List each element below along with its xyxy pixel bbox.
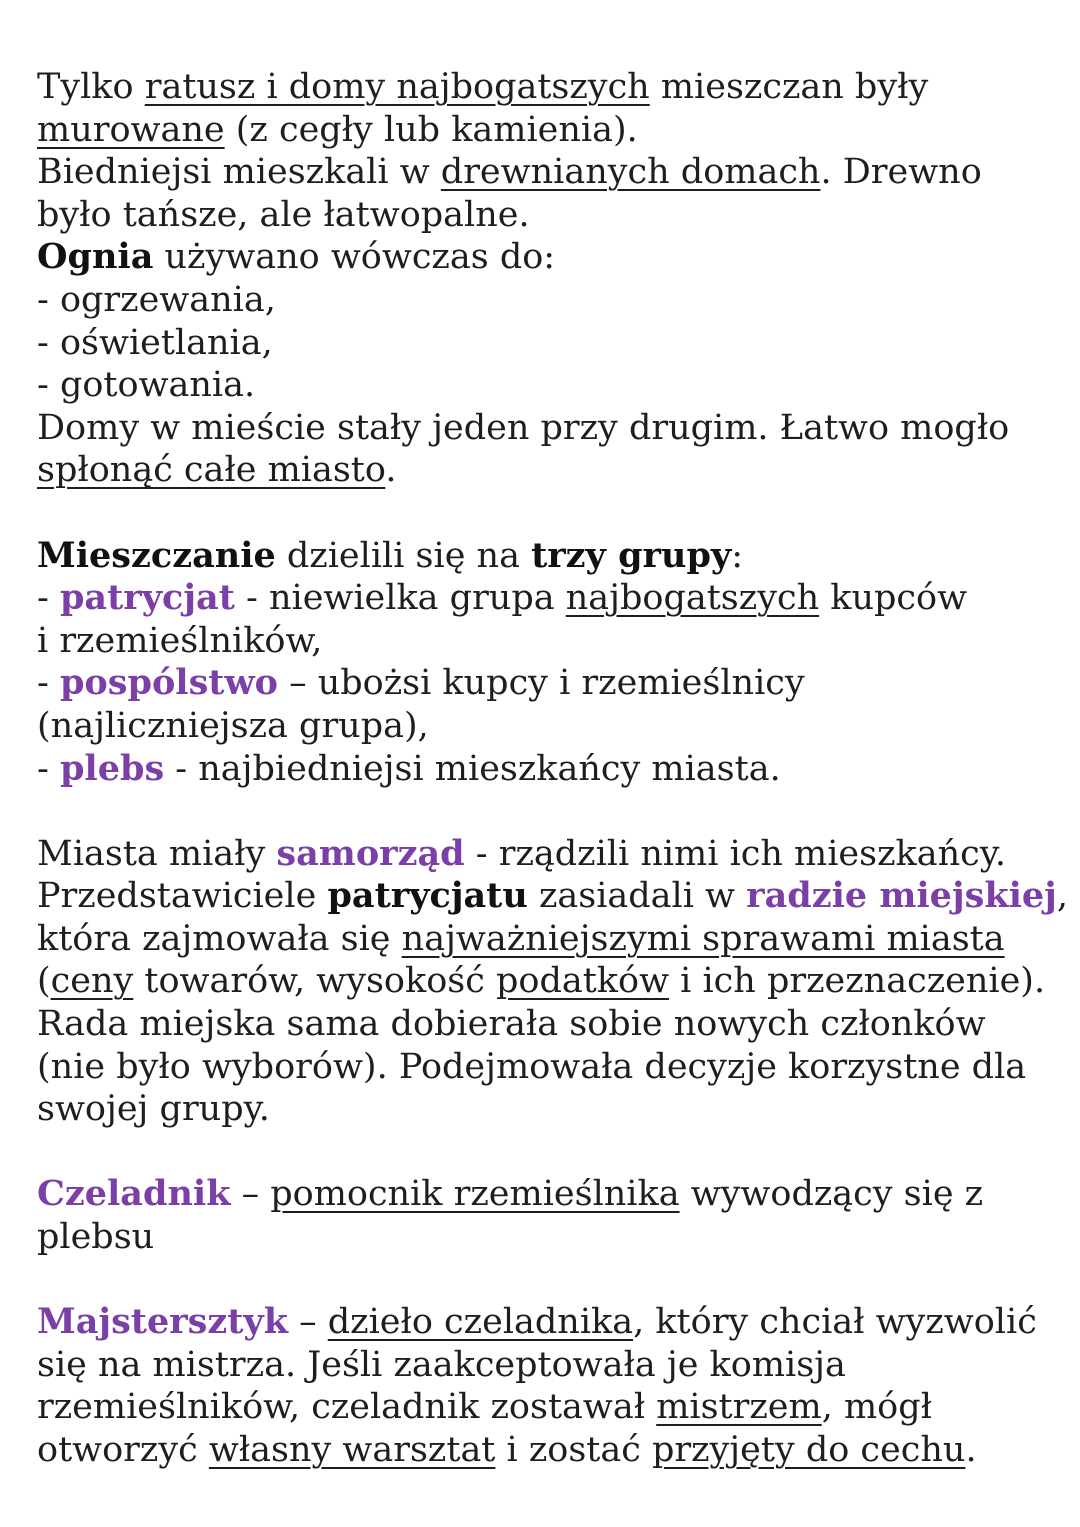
text-line: murowane (z cegły lub kamienia). xyxy=(37,109,638,150)
list-item: - ogrzewania, xyxy=(37,279,276,320)
underlined-phrase: mistrzem xyxy=(656,1387,822,1428)
underlined-phrase: własny warsztat xyxy=(208,1430,496,1470)
section-townspeople-groups xyxy=(37,535,1057,791)
highlighted-term: radzie miejskiej xyxy=(746,875,1057,917)
text-line: Rada miejska sama dobierała sobie nowych członków xyxy=(37,1004,986,1045)
text-line: (ceny towarów, wysokość podatków i ich przeznaczenie). xyxy=(37,961,1046,1002)
paragraph-gap xyxy=(37,492,1057,535)
section-majstersztyk xyxy=(37,1301,1057,1471)
highlighted-term: Czeladnik xyxy=(37,1173,231,1215)
bold-term: Mieszczanie xyxy=(37,534,276,576)
text-line: Mieszczanie dzielili się na trzy grupy: xyxy=(37,534,744,576)
text-line: (nie było wyborów). Podejmowała decyzje korzystne dla xyxy=(37,1046,1027,1087)
bold-term: Ognia xyxy=(37,236,154,278)
text-line: która zajmowała się najważniejszymi sprawami miasta xyxy=(37,918,1005,959)
paragraph-gap xyxy=(37,1259,1057,1302)
underlined-phrase: ratusz i domy najbogatszych xyxy=(144,67,650,107)
text-line: (najliczniejsza grupa), xyxy=(37,705,429,746)
underlined-phrase: dzieło czeladnika xyxy=(327,1302,634,1343)
note-page xyxy=(37,66,1068,1472)
text-line: Majstersztyk – dzieło czeladnika, który chciał wyzwolić xyxy=(37,1301,1037,1343)
text-line: spłonąć całe miasto. xyxy=(37,450,397,491)
underlined-phrase: ceny xyxy=(50,961,134,1002)
underlined-phrase: podatków xyxy=(495,961,670,1002)
highlighted-term: plebs xyxy=(59,747,165,789)
text-line: i rzemieślników, xyxy=(37,620,323,661)
list-item: - plebs - najbiedniejsi mieszkańcy miasta. xyxy=(37,747,781,789)
text-line: było tańsze, ale łatwopalne. xyxy=(37,194,530,235)
list-item: - gotowania. xyxy=(37,365,256,406)
underlined-phrase: przyjęty do cechu xyxy=(651,1430,966,1470)
text-line: rzemieślników, czeladnik zostawał mistrzem, mógł xyxy=(37,1387,932,1428)
text-line: Tylko ratusz i domy najbogatszych mieszczan były xyxy=(37,67,929,107)
text-line: Miasta miały samorząd - rządzili nimi ich mieszkańcy. xyxy=(37,832,1006,874)
text-line: Domy w mieście stały jeden przy drugim. Łatwo mogło xyxy=(37,407,1010,448)
highlighted-term: samorząd xyxy=(276,832,465,874)
text-line: Czeladnik – pomocnik rzemieślnika wywodzący się z xyxy=(37,1173,984,1215)
list-item: - patrycjat - niewielka grupa najbogatszych kupców xyxy=(37,577,968,619)
section-czeladnik xyxy=(37,1173,1057,1258)
section-self-government xyxy=(37,832,1068,1131)
text-line: otworzyć własny warsztat i zostać przyjęty do cechu. xyxy=(37,1430,977,1470)
list-item: - oświetlania, xyxy=(37,322,273,363)
highlighted-term: pospólstwo xyxy=(59,662,278,704)
text-line: Biedniejsi mieszkali w drewnianych domach. Drewno xyxy=(37,152,982,193)
paragraph-gap xyxy=(37,790,1057,833)
section-building-materials xyxy=(37,66,1057,492)
text-line: Ognia używano wówczas do: xyxy=(37,236,556,278)
highlighted-term: patrycjat xyxy=(59,577,235,619)
bold-term: trzy grupy xyxy=(531,534,732,576)
underlined-phrase: spłonąć całe miasto xyxy=(37,450,386,491)
underlined-phrase: najbogatszych xyxy=(565,578,820,619)
paragraph-gap xyxy=(37,1131,1057,1174)
underlined-phrase: drewnianych domach xyxy=(440,152,821,193)
text-line: swojej grupy. xyxy=(37,1089,270,1130)
list-item: - pospólstwo – ubożsi kupcy i rzemieślnicy xyxy=(37,662,805,704)
text-line: się na mistrza. Jeśli zaakceptowała je komisja xyxy=(37,1344,846,1385)
highlighted-term: Majstersztyk xyxy=(37,1301,288,1343)
text-line: plebsu xyxy=(37,1217,155,1258)
bold-term: patrycjatu xyxy=(327,875,528,917)
underlined-phrase: najważniejszymi sprawami miasta xyxy=(401,918,1005,959)
underlined-phrase: pomocnik rzemieślnika xyxy=(270,1174,680,1215)
underlined-phrase: murowane xyxy=(37,109,225,150)
text-line: Przedstawiciele patrycjatu zasiadali w radzie miejskiej, xyxy=(37,875,1068,917)
